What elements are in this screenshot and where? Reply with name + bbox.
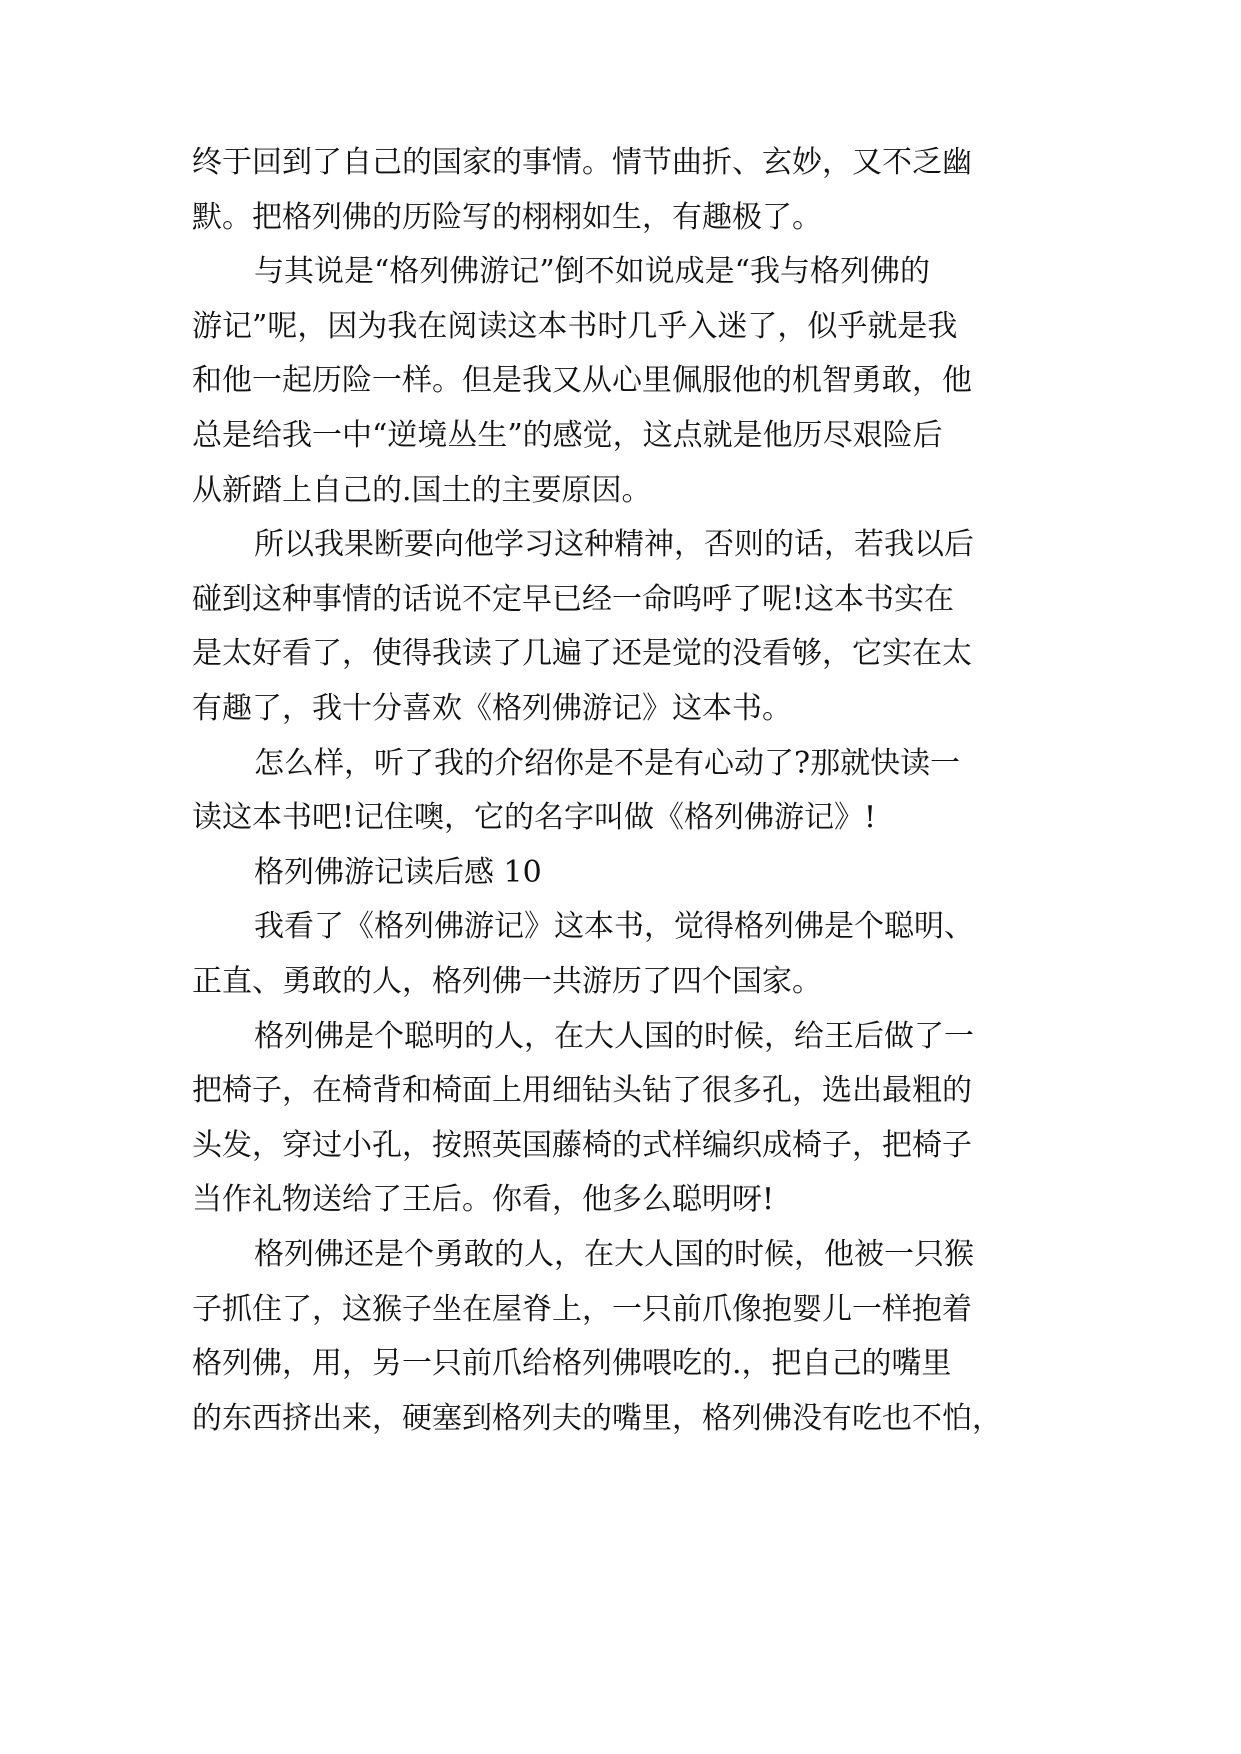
text-line: 总是给我一中“逆境丛生”的感觉，这点就是他历尽艰险后 — [192, 418, 943, 453]
text-line: 碰到这种事情的话说不定早已经一命呜呼了呢!这本书实在 — [192, 582, 955, 617]
paragraph-start-line: 我看了《格列佛游记》这本书，觉得格列佛是个聪明、 — [254, 909, 974, 944]
text-line: 有趣了，我十分喜欢《格列佛游记》这本书。 — [192, 691, 792, 726]
section-heading: 格列佛游记读后感 10 — [254, 855, 542, 890]
text-line: 终于回到了自己的国家的事情。情节曲折、玄妙，又不乏幽 — [192, 145, 972, 180]
text-line: 把椅子，在椅背和椅面上用细钻头钻了很多孔，选出最粗的 — [192, 1073, 972, 1108]
paragraph-start-line: 所以我果断要向他学习这种精神，否则的话，若我以后 — [254, 527, 974, 562]
text-line: 游记”呢，因为我在阅读这本书时几乎入迷了，似乎就是我 — [192, 309, 958, 344]
paragraph-start-line: 怎么样，听了我的介绍你是不是有心动了?那就快读一 — [254, 746, 961, 781]
text-line: 头发，穿过小孔，按照英国藤椅的式样编织成椅子，把椅子 — [192, 1128, 972, 1163]
text-line: 读这本书吧!记住噢，它的名字叫做《格列佛游记》! — [192, 800, 877, 835]
text-line: 从新踏上自己的.国土的主要原因。 — [192, 473, 652, 508]
text-line: 子抓住了，这猴子坐在屋脊上，一只前爪像抱婴儿一样抱着 — [192, 1292, 972, 1327]
text-line: 正直、勇敢的人，格列佛一共游历了四个国家。 — [192, 964, 822, 999]
text-line: 的东西挤出来，硬塞到格列夫的嘴里，格列佛没有吃也不怕， — [192, 1401, 1002, 1436]
text-line: 和他一起历险一样。但是我又从心里佩服他的机智勇敢，他 — [192, 363, 972, 398]
paragraph-start-line: 格列佛是个聪明的人，在大人国的时候，给王后做了一 — [254, 1019, 974, 1054]
text-line: 格列佛，用，另一只前爪给格列佛喂吃的.，把自己的嘴里 — [192, 1346, 952, 1381]
text-line: 当作礼物送给了王后。你看，他多么聪明呀! — [192, 1182, 775, 1217]
paragraph-start-line: 格列佛还是个勇敢的人，在大人国的时候，他被一只猴 — [254, 1237, 974, 1272]
text-line: 默。把格列佛的历险写的栩栩如生，有趣极了。 — [192, 200, 822, 235]
text-line: 是太好看了，使得我读了几遍了还是觉的没看够，它实在太 — [192, 636, 972, 671]
paragraph-start-line: 与其说是“格列佛游记”倒不如说成是“我与格列佛的 — [254, 254, 931, 289]
